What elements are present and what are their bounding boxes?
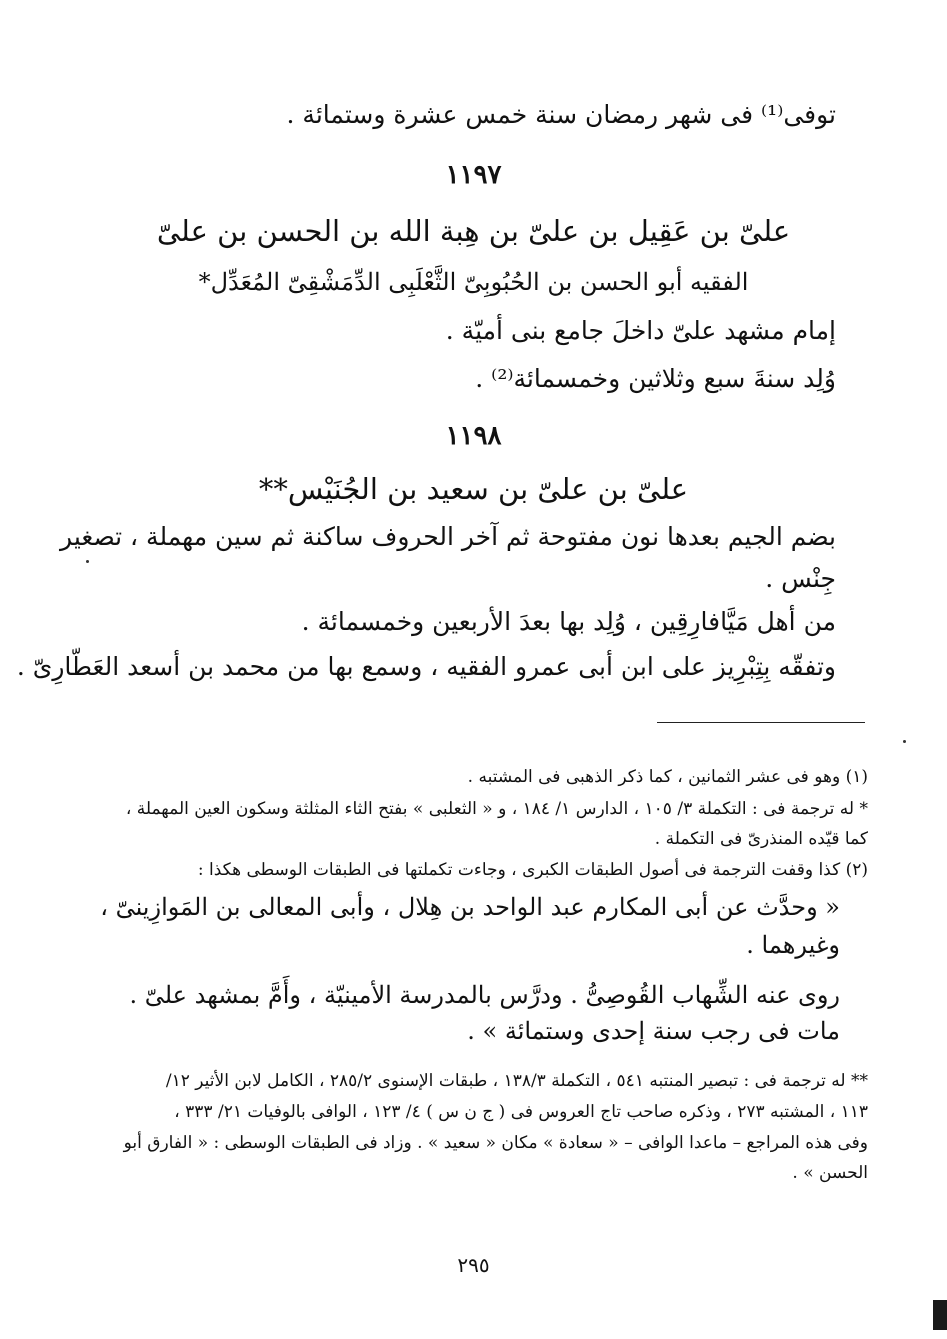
quote-line: وغيرهما . <box>746 931 840 959</box>
entry-title: علىّ بن علىّ بن سعيد بن الجُنَيْس** <box>258 472 689 506</box>
text-line: توفى⁽¹⁾ فى شهر رمضان سنة خمس عشرة وستمائة . <box>286 100 836 129</box>
entry-number: ١١٩٧ <box>445 160 502 190</box>
footnote-separator <box>657 722 865 723</box>
quote-line: روى عنه الشِّهاب القُوصِىُّ . ودرَّس بالمدرسة الأمينيّة ، وأَمَّ بمشهد علىّ . <box>129 981 840 1009</box>
footnote: * له ترجمة فى : التكملة ٣/ ١٠٥ ، الدارس ١/ ١٨٤ ، و « الثعلبى » بفتح الثاء المثلثة وسكون العين المهملة ، <box>125 799 868 819</box>
scan-edge-mark <box>933 1300 947 1330</box>
text-line: وتفقّه بِتِبْرِيز على ابن أبى عمرو الفقيه ، وسمع بها من محمد بن أسعد العَطّارِىّ . <box>16 652 836 681</box>
text-line: جِنْس . <box>765 564 836 593</box>
text-line: من أهل مَيَّافارِقِين ، وُلِد بها بعدَ الأربعين وخمسمائة . <box>301 607 836 636</box>
entry-subtitle: الفقيه أبو الحسن بن الحُبُوبِىّ الثَّعْلَبِى الدِّمَشْقِىّ المُعَدِّل* <box>198 268 749 296</box>
footnote: (٢) كذا وقفت الترجمة فى أصول الطبقات الكبرى ، وجاءت تكملتها فى الطبقات الوسطى هكذا : <box>197 860 868 880</box>
scan-speck <box>903 740 906 743</box>
entry-number: ١١٩٨ <box>445 421 502 451</box>
text-line: وُلِد سنةَ سبع وثلاثين وخمسمائة⁽²⁾ . <box>475 364 836 393</box>
quote-line: « وحدَّث عن أبى المكارم عبد الواحد بن هِلال ، وأبى المعالى بن المَوازِينىّ ، <box>100 893 840 921</box>
footnote: (١) وهو فى عشر الثمانين ، كما ذكر الذهبى فى المشتبه . <box>467 767 868 787</box>
text-line: إمام مشهد علىّ داخلَ جامع بنى أميّة . <box>445 316 836 345</box>
entry-title: علىّ بن عَقِيل بن علىّ بن هِبة الله بن الحسن بن علىّ <box>156 214 791 248</box>
footnote: ١١٣ ، المشتبه ٢٧٣ ، وذكره صاحب تاج العروس فى ( ج ن س ) ٤/ ١٢٣ ، الوافى بالوفيات ٢١/ ٣٣٣ ، <box>174 1102 868 1122</box>
text-line: بضم الجيم بعدها نون مفتوحة ثم آخر الحروف ساكنة ثم سين مهملة ، تصغير <box>60 522 836 551</box>
scan-speck <box>86 560 89 563</box>
footnote: وفى هذه المراجع – ماعدا الوافى – « سعادة » مكان « سعيد » . وزاد فى الطبقات الوسطى : « الفارق أبو <box>123 1133 868 1153</box>
quote-line: مات فى رجب سنة إحدى وستمائة » . <box>467 1017 840 1045</box>
footnote: ** له ترجمة فى : تبصير المنتبه ٥٤١ ، التكملة ١٣٨/٣ ، طبقات الإسنوى ٢٨٥/٢ ، الكامل لابن الأثير ١٢/ <box>165 1071 868 1091</box>
footnote: كما قيّده المنذرىّ فى التكملة . <box>654 829 868 849</box>
page-number: ٢٩٥ <box>457 1253 490 1277</box>
footnote: الحسن » . <box>792 1163 868 1183</box>
